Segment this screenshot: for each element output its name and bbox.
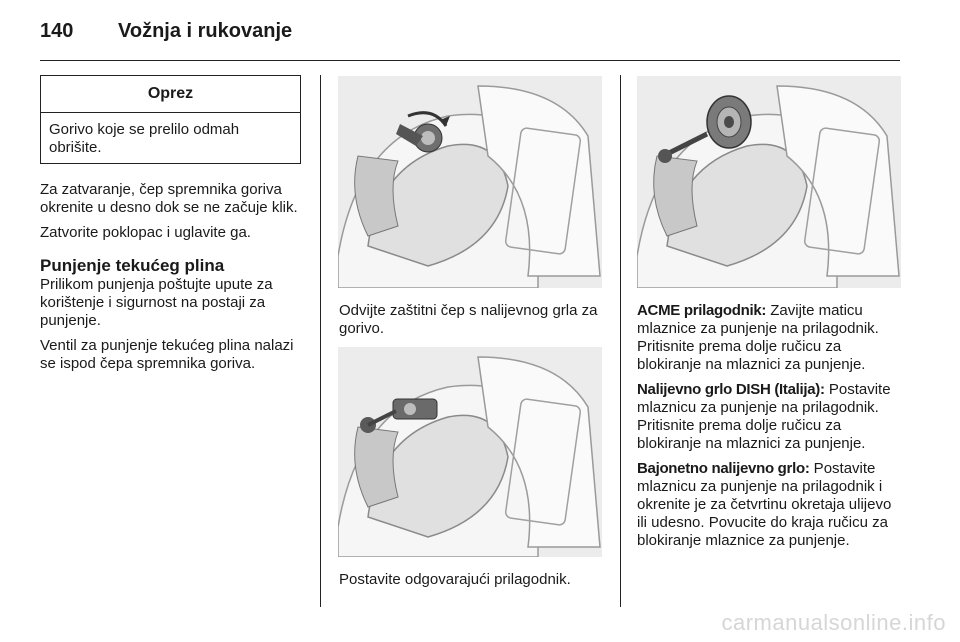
column-divider-1 xyxy=(320,75,321,607)
watermark: carmanualsonline.info xyxy=(721,610,946,635)
illustration-attach-adapter xyxy=(338,347,602,557)
bayonet-adapter-text: Postavite mlaznicu za punjenje na prilagodnik i okrenite je za četvrtinu okretaja ulijevo ili udesno. Povucite do kraja ručicu za blokiranje mlaznice za punjenje. xyxy=(637,460,892,549)
column-3-text xyxy=(637,302,903,557)
column-1-text xyxy=(40,181,306,380)
caption-1: Odvijte zaštitni čep s nalijevnog grla za gorivo. xyxy=(339,302,598,337)
dish-adapter-term: Nalijevno grlo DISH (Italija): xyxy=(637,381,825,398)
header-rule xyxy=(40,60,900,61)
page-number: 140 xyxy=(40,20,74,42)
caution-title: Oprez xyxy=(41,76,300,113)
acme-adapter-term: ACME prilagodnik: xyxy=(637,302,767,319)
dish-adapter-text: Postavite mlaznicu za punjenje na prilagodnik. Pritisnite prema dolje ručicu za blokiranje na mlaznici za punjenje. xyxy=(637,381,891,452)
acme-adapter-text: Zavijte maticu mlaznice za punjenje na prilagodnik. Pritisnite prema dolje ručicu za blokiranje na mlaznici za punjenje. xyxy=(637,302,879,373)
section-heading-lpg: Punjenje tekućeg plina xyxy=(40,256,225,275)
paragraph-lpg-instructions: Prilikom punjenja poštujte upute za korištenje i sigurnost na postaji za punjenje. xyxy=(40,276,273,329)
acme-adapter-paragraph xyxy=(637,302,903,374)
bayonet-adapter-term: Bajonetno nalijevno grlo: xyxy=(637,460,810,477)
illustration-adapter-nozzle xyxy=(637,76,901,288)
paragraph-closing-cap: Za zatvaranje, čep spremnika goriva okrenite u desno dok se ne začuje klik. xyxy=(40,181,298,216)
caption-2: Postavite odgovarajući prilagodnik. xyxy=(339,571,571,588)
column-divider-2 xyxy=(620,75,621,607)
caution-box xyxy=(40,75,301,164)
chapter-title: Vožnja i rukovanje xyxy=(118,20,293,42)
dish-adapter-paragraph xyxy=(637,381,903,453)
paragraph-close-flap: Zatvorite poklopac i uglavite ga. xyxy=(40,224,251,241)
caution-text: Gorivo koje se prelilo odmah obrišite. xyxy=(49,121,240,156)
paragraph-lpg-valve: Ventil za punjenje tekućeg plina nalazi se ispod čepa spremnika goriva. xyxy=(40,337,294,372)
illustration-remove-cap xyxy=(338,76,602,288)
page-header xyxy=(40,20,292,43)
bayonet-adapter-paragraph xyxy=(637,460,903,550)
